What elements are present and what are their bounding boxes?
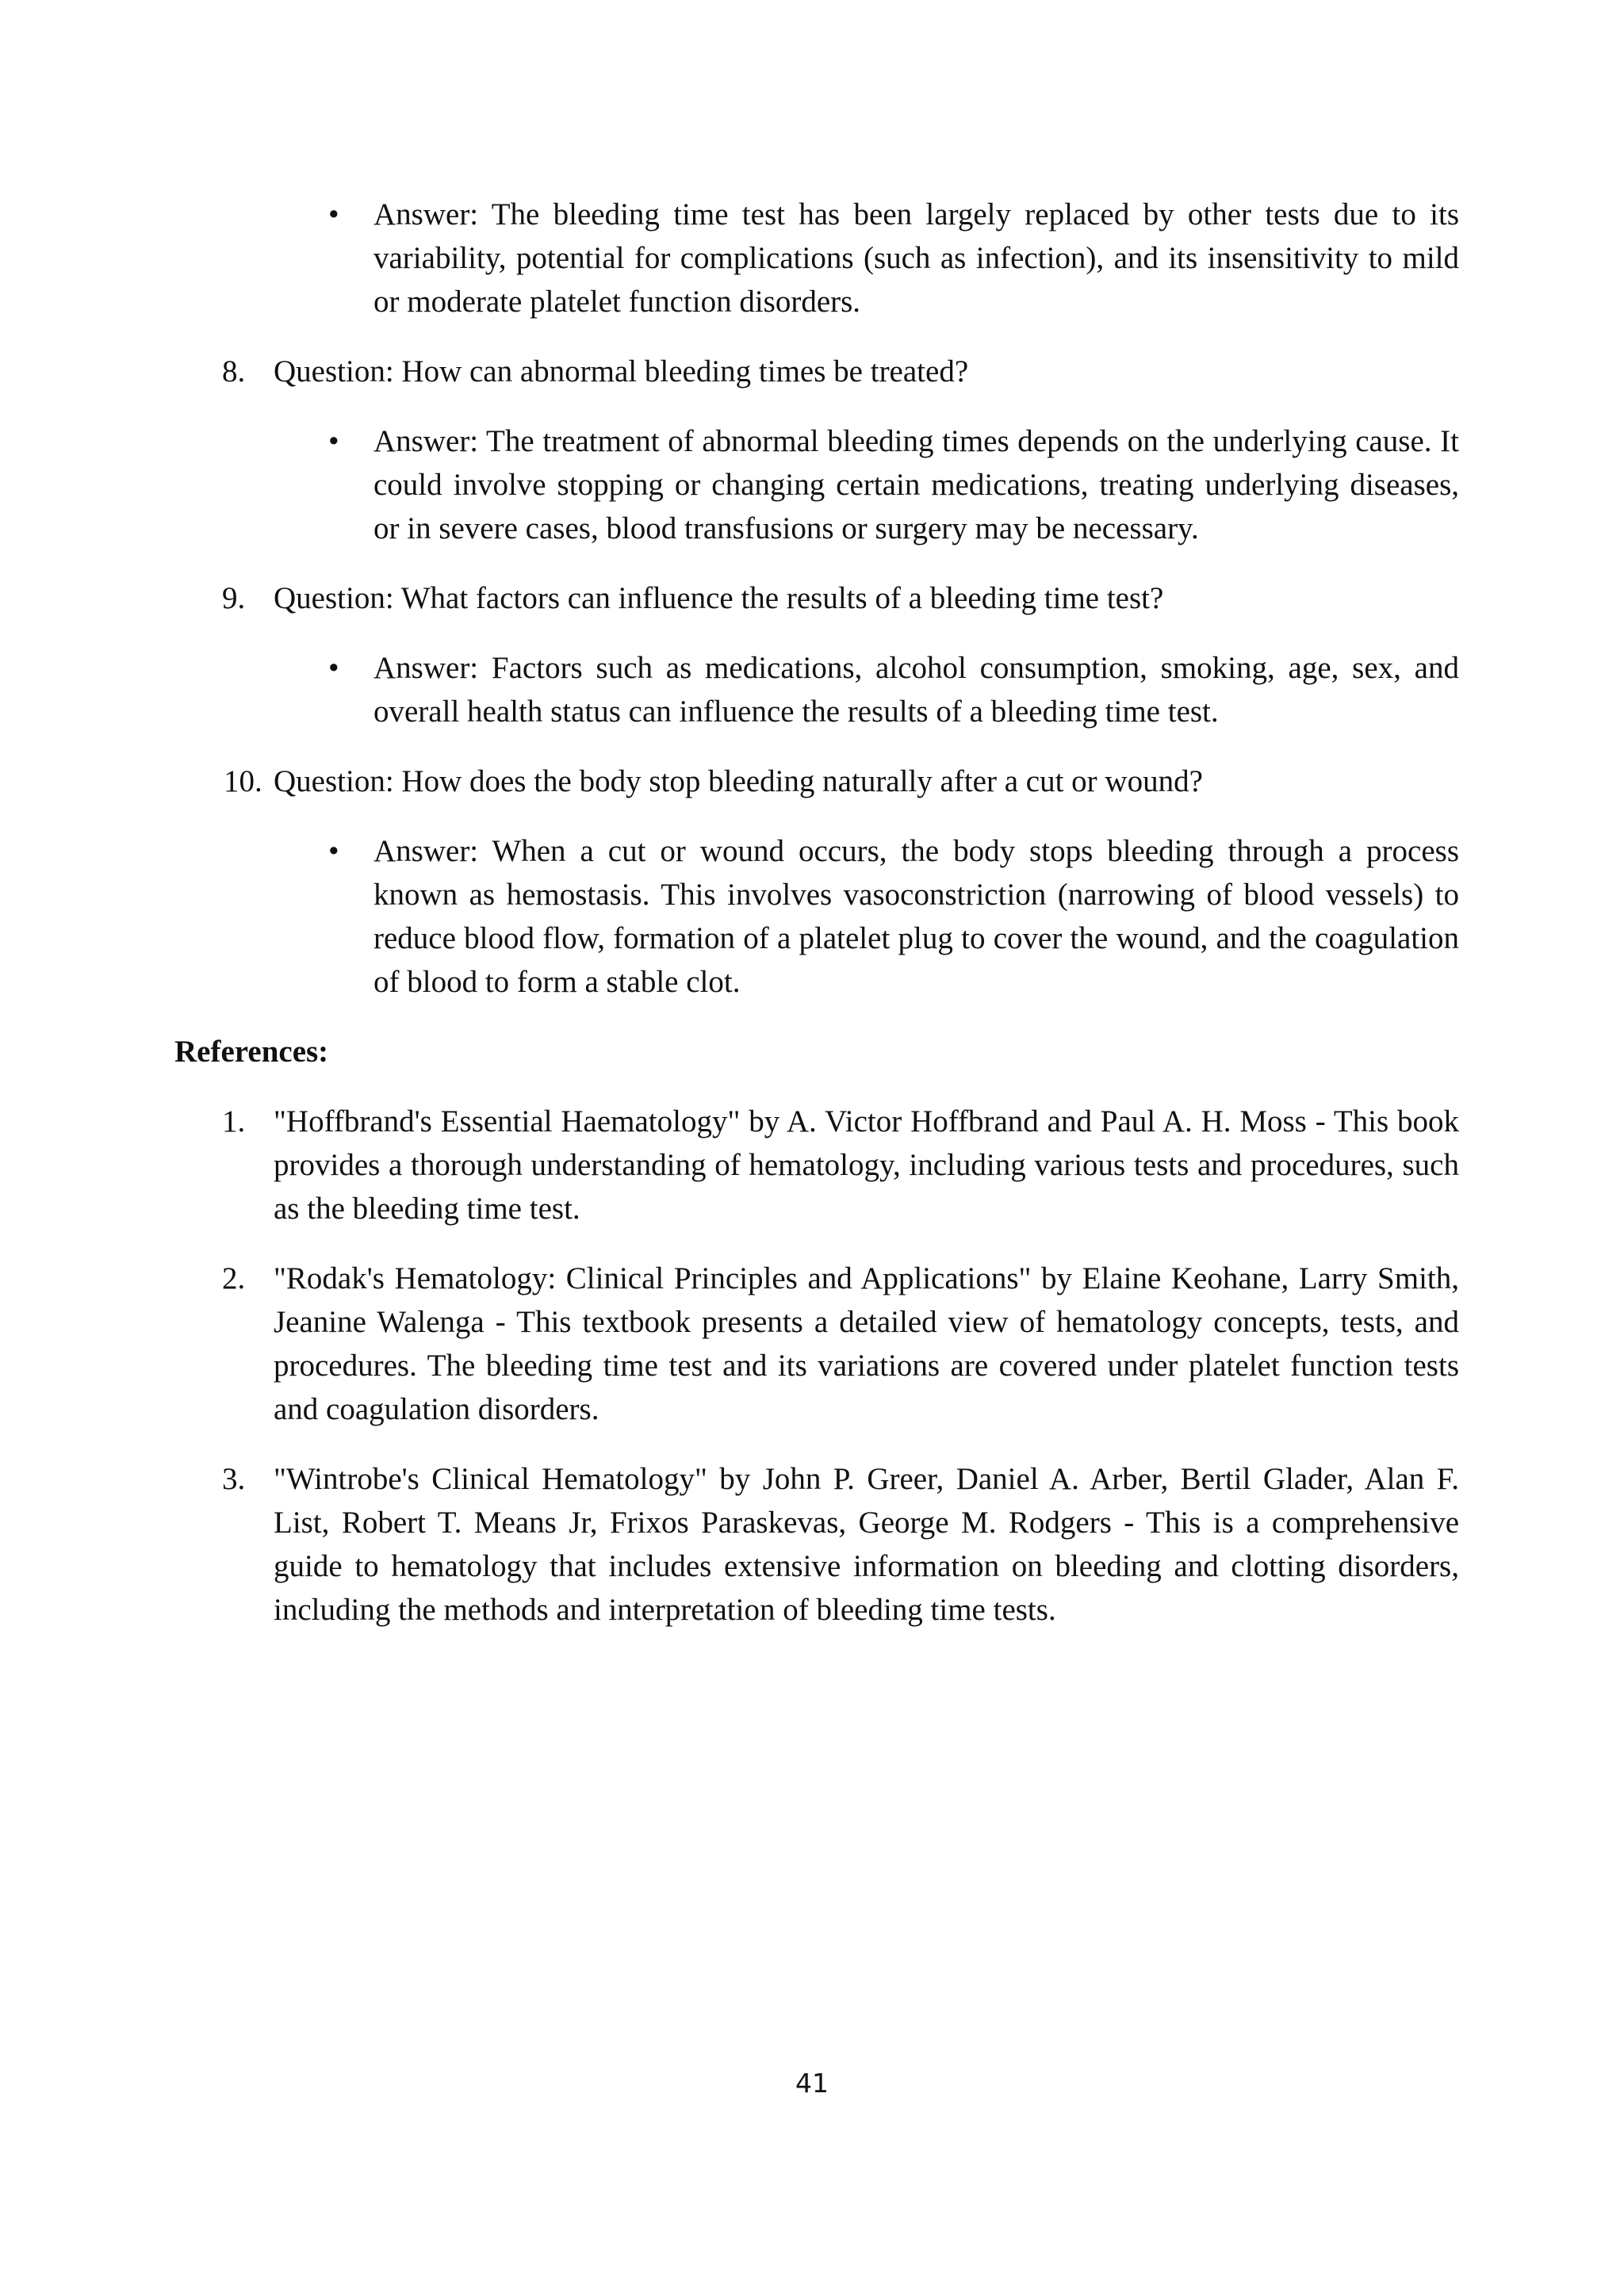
page-content — [174, 193, 1459, 1658]
question-10 — [224, 760, 1459, 803]
reference-2 — [222, 1257, 1459, 1431]
question-10-text: Question: How does the body stop bleeding naturally after a cut or wound? — [274, 764, 1203, 798]
question-10-number: 10. — [224, 764, 262, 798]
question-9 — [222, 576, 1459, 620]
question-8-number: 8. — [222, 354, 246, 388]
reference-1-number: 1. — [222, 1104, 246, 1138]
page-number: 41 — [795, 2068, 829, 2099]
reference-2-text: "Rodak's Hematology: Clinical Principles and Applications" by Elaine Keohane, Larry Smith, Jeanine Walenga - This textbook presents a detailed view of hematology concepts, tests, and procedures. The bleeding time test and its variations are covered under platelet function tests and coagulation disorders. — [274, 1261, 1459, 1426]
question-8 — [222, 350, 1459, 393]
answer-7 — [373, 193, 1459, 323]
reference-3-text: "Wintrobe's Clinical Hematology" by John P. Greer, Daniel A. Arber, Bertil Glader, Alan F. List, Robert T. Means Jr, Frixos Paraskevas, George M. Rodgers - This is a comprehensive guide to hematology that includes extensive information on bleeding and clotting disorders, including the methods and interpretation of bleeding time tests. — [274, 1462, 1459, 1627]
answer-10-text: Answer: When a cut or wound occurs, the body stops bleeding through a process known as hemostasis. This involves vasoconstriction (narrowing of blood vessels) to reduce blood flow, formation of a platelet plug to cover the wound, and the coagulation of blood to form a stable clot. — [373, 834, 1459, 999]
answer-10 — [373, 829, 1459, 1004]
question-9-number: 9. — [222, 581, 246, 615]
answer-8-text: Answer: The treatment of abnormal bleeding times depends on the underlying cause. It could involve stopping or changing certain medications, treating underlying diseases, or in severe cases, blood transfusions or surgery may be necessary. — [373, 424, 1459, 545]
reference-3-number: 3. — [222, 1462, 246, 1496]
answer-9-text: Answer: Factors such as medications, alcohol consumption, smoking, age, sex, and overall health status can influence the results of a bleeding time test. — [373, 651, 1459, 729]
question-9-text: Question: What factors can influence the results of a bleeding time test? — [274, 581, 1164, 615]
reference-1 — [222, 1100, 1459, 1230]
reference-2-number: 2. — [222, 1261, 246, 1295]
reference-3 — [222, 1457, 1459, 1632]
question-8-text: Question: How can abnormal bleeding times be treated? — [274, 354, 969, 388]
references-heading: References: — [174, 1035, 329, 1069]
reference-1-text: "Hoffbrand's Essential Haematology" by A. Victor Hoffbrand and Paul A. H. Moss - This book provides a thorough understanding of hematology, including various tests and procedures, such as the bleeding time test. — [274, 1104, 1459, 1226]
answer-7-text: Answer: The bleeding time test has been largely replaced by other tests due to its variability, potential for complications (such as infection), and its insensitivity to mild or moderate platelet function disorders. — [373, 197, 1459, 319]
answer-8 — [373, 419, 1459, 550]
answer-9 — [373, 646, 1459, 733]
